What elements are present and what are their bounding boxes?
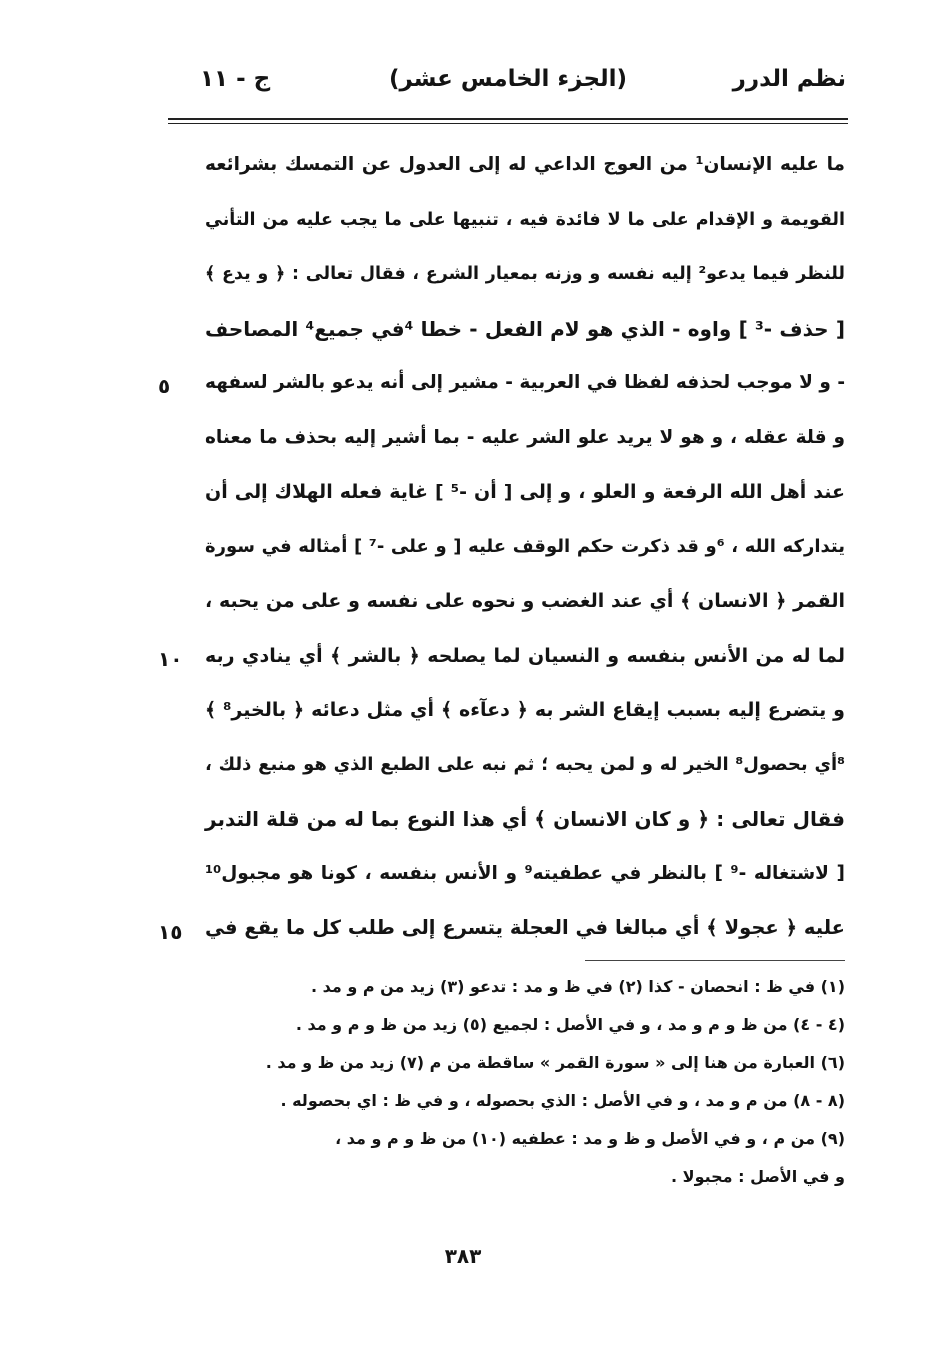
- text-line: عند أهل الله الرفعة و العلو ، و إلى [ أن -⁵ ] غاية فعله الهلاك إلى أن: [205, 481, 845, 503]
- text-line: يتداركه الله ، ⁶و قد ذكرت حكم الوقف عليه [ و على -⁷ ] أمثاله في سورة: [205, 535, 846, 557]
- text-line: [ لاشتغاله -⁹ ] بالنظر في عطفيته⁹ و الأنس بنفسه ، كونا هو مجبول¹⁰: [205, 862, 845, 884]
- text-line: و يتضرع إليه بسبب إيقاع الشر به ﴿ دعآءه ﴾ أي مثل دعائه ﴿ بالخير⁸ ﴾: [205, 699, 845, 721]
- main-text: [205, 138, 845, 956]
- header-rule-thick: [168, 118, 848, 120]
- text-line: فقال تعالى : ﴿ و كان الانسان ﴾ أي هذا النوع بما له من قلة التدبر: [205, 807, 845, 831]
- text-line: لما له من الأنس بنفسه و النسيان لما يصلحه ﴿ بالشر ﴾ أي ينادي ربه: [205, 644, 845, 667]
- text-line: ⁸أي بحصول⁸ الخير له و لمن يحبه ؛ ثم نبه على الطبع الذي هو منبع ذلك ،: [205, 753, 846, 775]
- page-number: ٣٨٣: [444, 1244, 482, 1268]
- text-line: للنظر فيما يدعو² إليه نفسه و وزنه بمعيار الشرع ، فقال تعالى : ﴿ و يدع ﴾: [205, 264, 845, 284]
- line-number-5: ٥: [158, 374, 171, 398]
- part-title: (الجزء الخامس عشر): [388, 66, 628, 92]
- volume-label: ج - ١١: [200, 66, 271, 92]
- text-line: - و لا موجب لحذفه لفظا في العربية - مشير إلى أنه يدعو بالشر لسفهه: [205, 372, 845, 393]
- text-line: و قلة عقله ، و هو لا يريد علو الشر عليه - بما أشير إليه بحذف ما معناه: [205, 426, 845, 448]
- line-number-15: ١٥: [158, 920, 183, 944]
- text-line: القمر ﴿ الانسان ﴾ أي عند الغضب و نحوه على نفسه و على من يحبه ،: [205, 590, 845, 612]
- line-number-10: ١٠: [158, 647, 183, 671]
- running-header: [170, 66, 846, 112]
- footnote-line: (٦) العبارة من هنا إلى « سورة القمر » ساقطة من م (٧) زيد من ظ و مد .: [265, 1053, 845, 1072]
- footnote-line: و في الأصل : مجبولا .: [671, 1167, 845, 1186]
- footnotes: [190, 968, 845, 1196]
- text-line: القويمة و الإقدام على ما لا فائدة فيه ، تنبيها على ما يجب عليه من التأني: [205, 209, 845, 230]
- book-title: نظم الدرر: [732, 66, 846, 92]
- footnote-divider: [585, 960, 845, 961]
- footnote-line: (٨ - ٨) من م و مد ، و في الأصل : الذي بحصوله ، و في ظ : اي بحصوله .: [280, 1091, 845, 1110]
- footnote-line: (٩) من م ، و في الأصل و ظ و مد : عطفيه (١٠) من ظ و م و مد ،: [335, 1129, 845, 1148]
- text-line: [ حذف -³ ] واوه - الذي هو لام الفعل - خطا ⁴في جميع⁴ المصاحف: [205, 316, 845, 341]
- text-line: ما عليه الإنسان¹ من العوج الداعي له إلى العدول عن التمسك بشرائعه: [205, 154, 845, 175]
- text-line: عليه ﴿ عجولا ﴾ أي مبالغا في العجلة يتسرع إلى طلب كل ما يقع في: [205, 916, 845, 939]
- footnote-line: (٤ - ٤) من ظ و م و مد ، و في الأصل : لجميع (٥) زيد من ظ و م و مد .: [295, 1015, 845, 1034]
- footnote-line: (١) في ظ : انحصان - كذا (٢) في ظ و مد : تدعو (٣) زيد من م و مد .: [310, 977, 845, 996]
- header-rule-thin: [168, 123, 848, 124]
